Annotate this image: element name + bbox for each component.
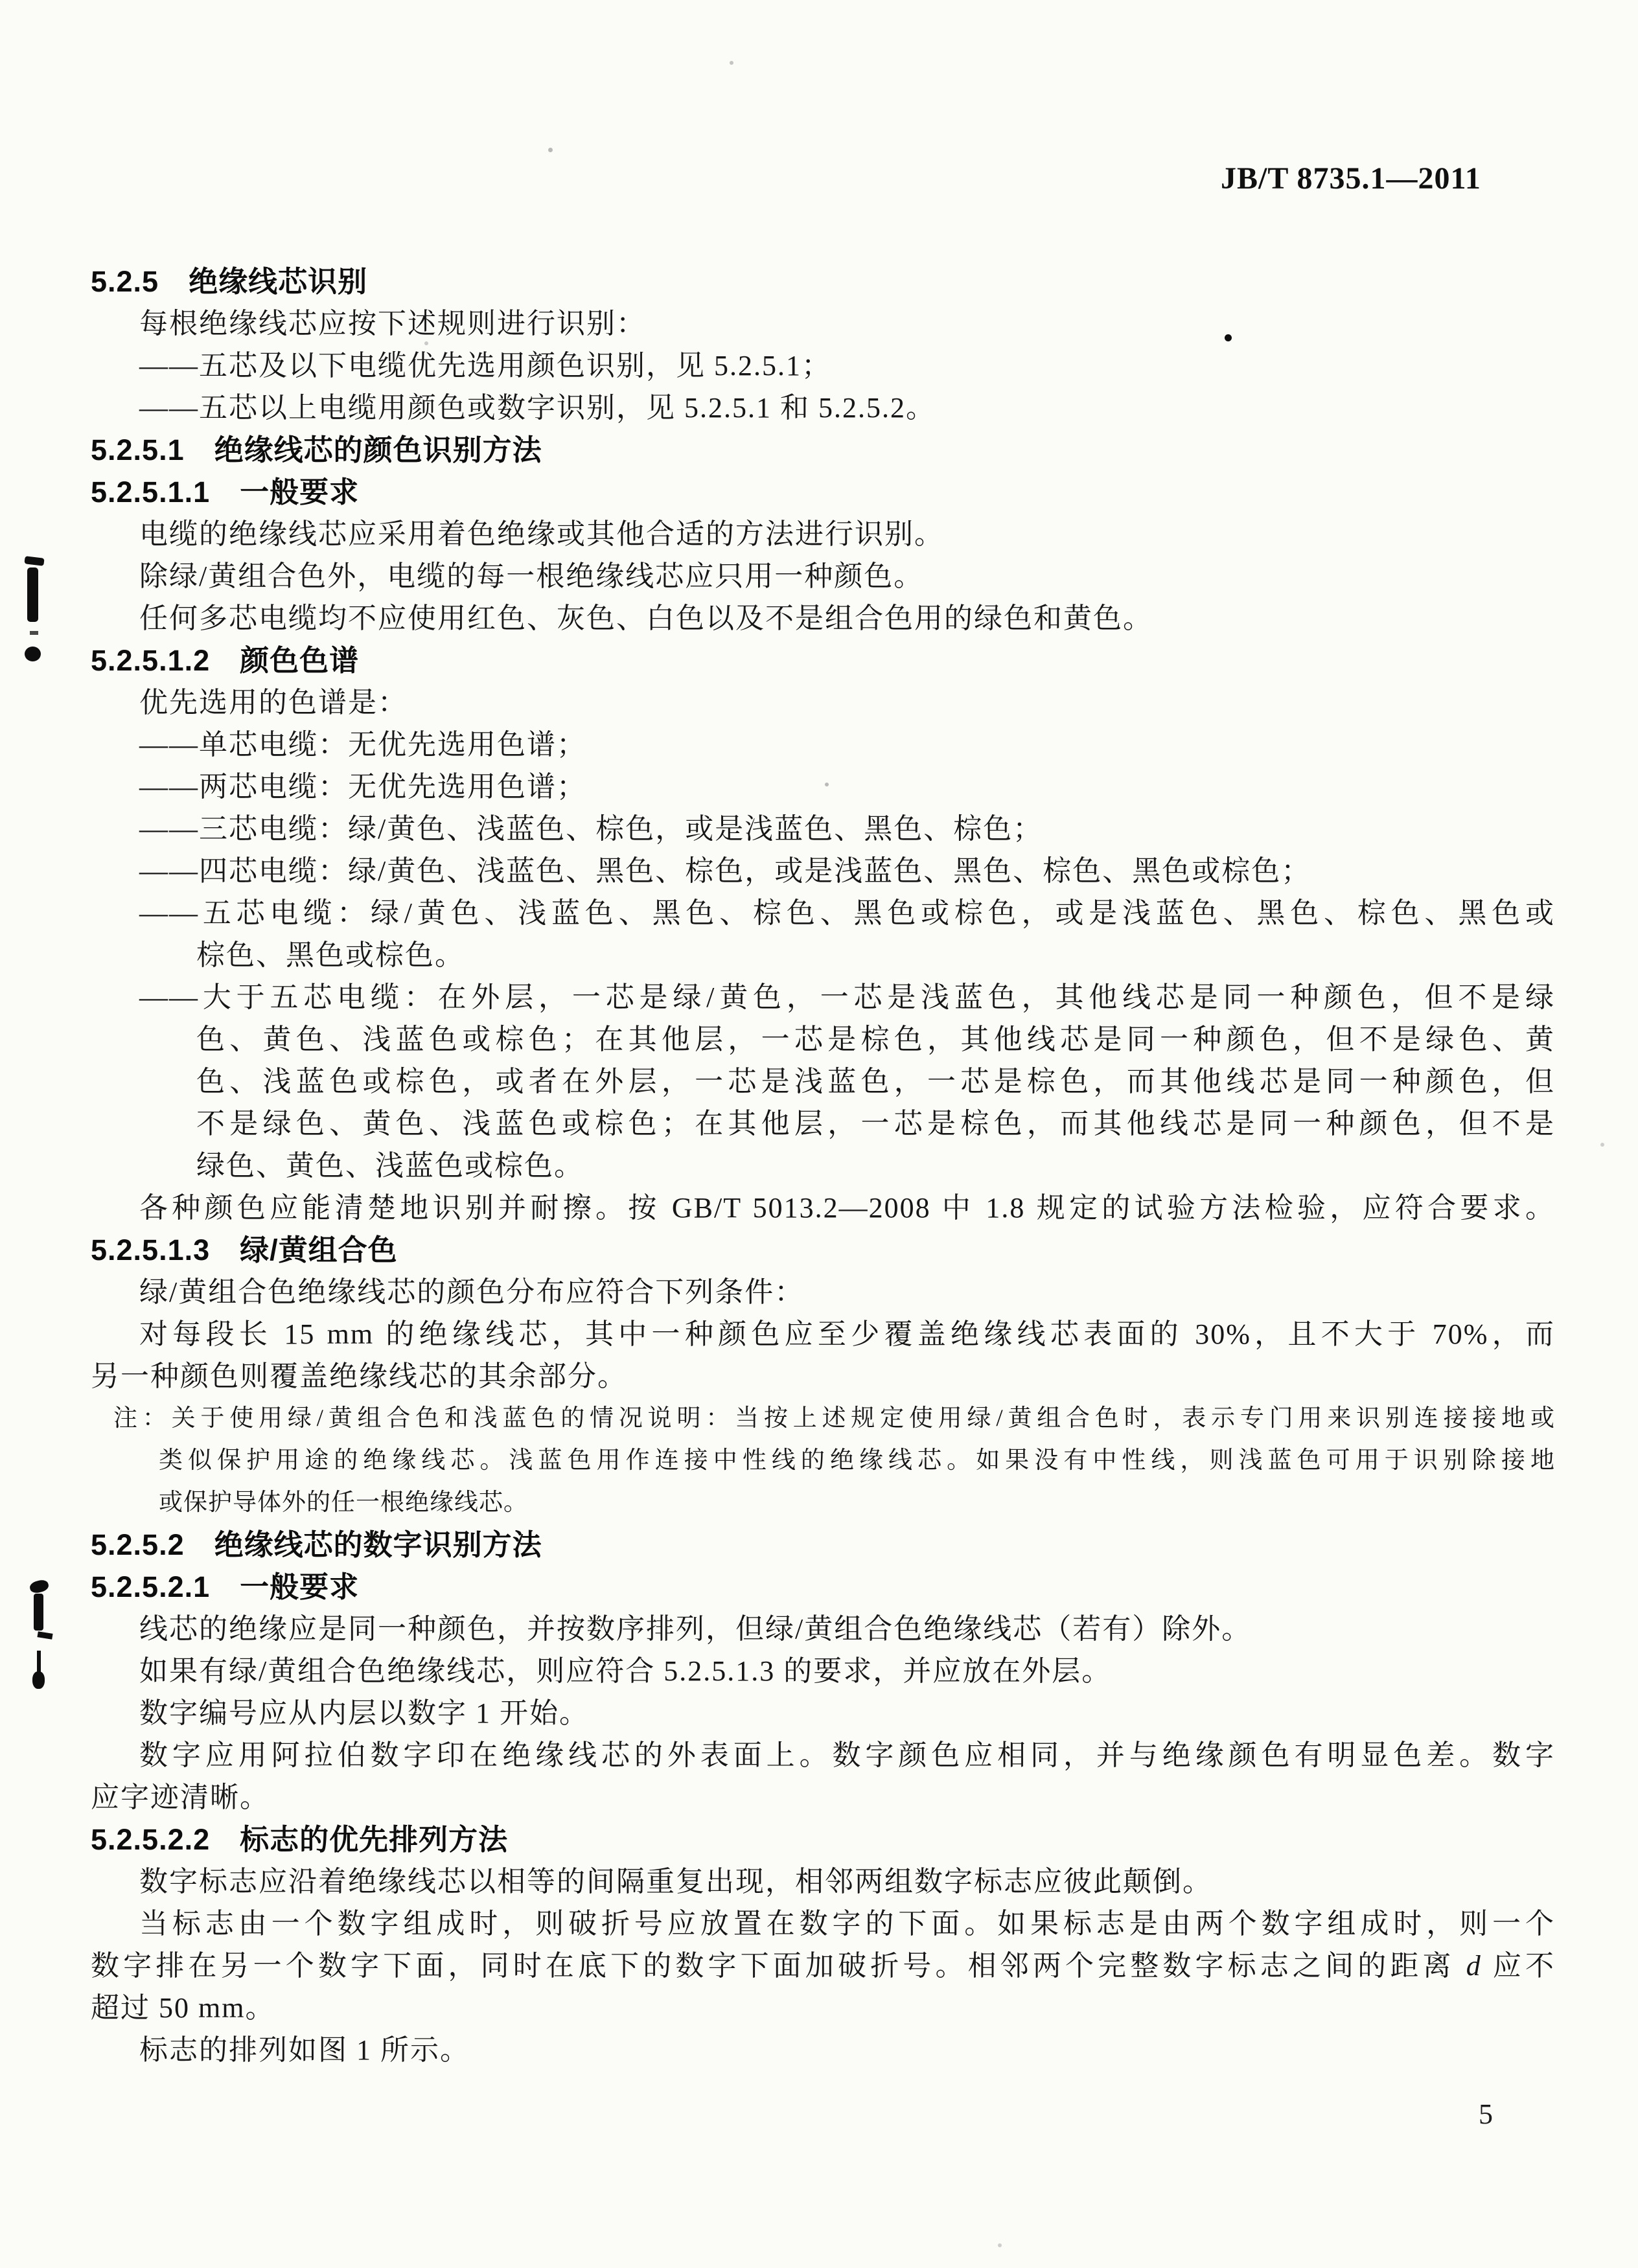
text-line: 5.2.5.2 绝缘线芯的数字识别方法 bbox=[91, 1528, 542, 1561]
text-line: 每根绝缘线芯应按下述规则进行识别： bbox=[139, 308, 646, 339]
text-line: 5.2.5.2.2 标志的优先排列方法 bbox=[91, 1823, 509, 1856]
variable-d: d bbox=[1466, 1950, 1482, 1982]
text-line: 如果有绿/黄组合色绝缘线芯，则应符合 5.2.5.1.3 的要求，并应放在外层。 bbox=[139, 1655, 1112, 1687]
paper-speck bbox=[548, 148, 553, 152]
text-line: ——三芯电缆：绿/黄色、浅蓝色、棕色，或是浅蓝色、黑色、棕色； bbox=[139, 813, 1043, 845]
text-line: 超过 50 mm。 bbox=[91, 1992, 275, 2024]
paper-speck bbox=[730, 61, 733, 65]
scan-ink-mark bbox=[24, 556, 44, 566]
text-line: 当标志由一个数字组成时，则破折号应放置在数字的下面。如果标志是由两个数字组成时，则一个 bbox=[139, 1908, 1555, 1940]
text-line: ——五芯以上电缆用颜色或数字识别，见 5.2.5.1 和 5.2.5.2。 bbox=[139, 392, 936, 424]
text-line: 任何多芯电缆均不应使用红色、灰色、白色以及不是组合色用的绿色和黄色。 bbox=[139, 602, 1153, 634]
paper-speck bbox=[1600, 1143, 1604, 1147]
document-lines bbox=[91, 260, 1555, 2071]
text-line: 5.2.5.2.1 一般要求 bbox=[91, 1570, 360, 1603]
text-line: 5.2.5.1 绝缘线芯的颜色识别方法 bbox=[91, 433, 542, 466]
text-line: ——五芯及以下电缆优先选用颜色识别，见 5.2.5.1； bbox=[139, 350, 831, 382]
text-line: 5.2.5.1.2 颜色色谱 bbox=[91, 644, 360, 677]
text-line: 电缆的绝缘线芯应采用着色绝缘或其他合适的方法进行识别。 bbox=[139, 518, 944, 550]
document-number-header: JB/T 8735.1—2011 bbox=[1221, 161, 1481, 196]
text-line: 绿色、黄色、浅蓝色或棕色。 bbox=[196, 1150, 584, 1182]
paper-speck bbox=[825, 783, 829, 786]
text-line: ——四芯电缆：绿/黄色、浅蓝色、黑色、棕色，或是浅蓝色、黑色、棕色、黑色或棕色； bbox=[139, 855, 1311, 887]
paper-speck bbox=[424, 341, 428, 345]
text-line: 5.2.5 绝缘线芯识别 bbox=[91, 265, 368, 298]
text-line: ——单芯电缆：无优先选用色谱； bbox=[139, 729, 586, 761]
text-line: 除绿/黄组合色外，电缆的每一根绝缘线芯应只用一种颜色。 bbox=[139, 560, 924, 592]
text-line: 数字应用阿拉伯数字印在绝缘线芯的外表面上。数字颜色应相同，并与绝缘颜色有明显色差。数字 bbox=[139, 1739, 1555, 1771]
text-line: 应字迹清晰。 bbox=[91, 1781, 270, 1813]
scan-ink-mark bbox=[32, 1671, 45, 1689]
text-line: 5.2.5.1.1 一般要求 bbox=[91, 475, 360, 509]
text-line: 数字编号应从内层以数字 1 开始。 bbox=[139, 1697, 589, 1729]
scan-ink-mark bbox=[25, 647, 41, 661]
text-line: 或保护导体外的任一根绝缘线芯。 bbox=[159, 1489, 528, 1516]
paper-speck bbox=[998, 2243, 1002, 2247]
text-line: 色、浅蓝色或棕色，或者在外层，一芯是浅蓝色，一芯是棕色，而其他线芯是同一种颜色，但 bbox=[196, 1066, 1555, 1097]
page-number: 5 bbox=[1479, 2098, 1493, 2130]
text-line: 注：关于使用绿/黄组合色和浅蓝色的情况说明：当按上述规定使用绿/黄组合色时，表示专门用来识别连接接地或 bbox=[113, 1405, 1555, 1432]
scan-ink-mark bbox=[29, 1579, 49, 1594]
scan-ink-mark bbox=[1225, 334, 1232, 341]
scan-ink-mark bbox=[34, 1594, 43, 1631]
text-line: ——五芯电缆：绿/黄色、浅蓝色、黑色、棕色、黑色或棕色，或是浅蓝色、黑色、棕色、黑色或 bbox=[139, 897, 1555, 929]
text-line: 对每段长 15 mm 的绝缘线芯，其中一种颜色应至少覆盖绝缘线芯表面的 30%，且不大于 70%，而 bbox=[139, 1318, 1555, 1350]
text-line: 色、黄色、浅蓝色或棕色；在其他层，一芯是棕色，其他线芯是同一种颜色，但不是绿色、黄 bbox=[196, 1024, 1555, 1055]
text-line: 棕色、黑色或棕色。 bbox=[196, 939, 465, 971]
scan-ink-mark bbox=[37, 1631, 52, 1639]
text-line: 绿/黄组合色绝缘线芯的颜色分布应符合下列条件： bbox=[139, 1276, 805, 1308]
text-line: 另一种颜色则覆盖绝缘线芯的其余部分。 bbox=[91, 1360, 627, 1392]
text-line: 线芯的绝缘应是同一种颜色，并按数序排列，但绿/黄组合色绝缘线芯（若有）除外。 bbox=[139, 1613, 1252, 1645]
text-line: 数字排在另一个数字下面，同时在底下的数字下面加破折号。相邻两个完整数字标志之间的距离 d 应不 bbox=[91, 1950, 1556, 1982]
text-line: ——两芯电缆：无优先选用色谱； bbox=[139, 771, 586, 803]
text-line: 5.2.5.1.3 绿/黄组合色 bbox=[91, 1233, 398, 1266]
scan-ink-mark bbox=[27, 567, 38, 622]
text-line: ——大于五芯电缆：在外层，一芯是绿/黄色，一芯是浅蓝色，其他线芯是同一种颜色，但不是绿 bbox=[139, 981, 1555, 1013]
scan-ink-mark bbox=[30, 631, 38, 635]
text-line: 数字标志应沿着绝缘线芯以相等的间隔重复出现，相邻两组数字标志应彼此颠倒。 bbox=[139, 1866, 1212, 1897]
text-line: 优先选用的色谱是： bbox=[139, 687, 408, 718]
text-line: 类似保护用途的绝缘线芯。浅蓝色用作连接中性线的绝缘线芯。如果没有中性线，则浅蓝色可用于识别除接地 bbox=[159, 1447, 1555, 1474]
text-line: 不是绿色、黄色、浅蓝色或棕色；在其他层，一芯是棕色，而其他线芯是同一种颜色，但不是 bbox=[196, 1108, 1555, 1140]
text-line: 各种颜色应能清楚地识别并耐擦。按 GB/T 5013.2—2008 中 1.8 规定的试验方法检验，应符合要求。 bbox=[139, 1192, 1555, 1224]
text-line: 标志的排列如图 1 所示。 bbox=[139, 2034, 470, 2066]
